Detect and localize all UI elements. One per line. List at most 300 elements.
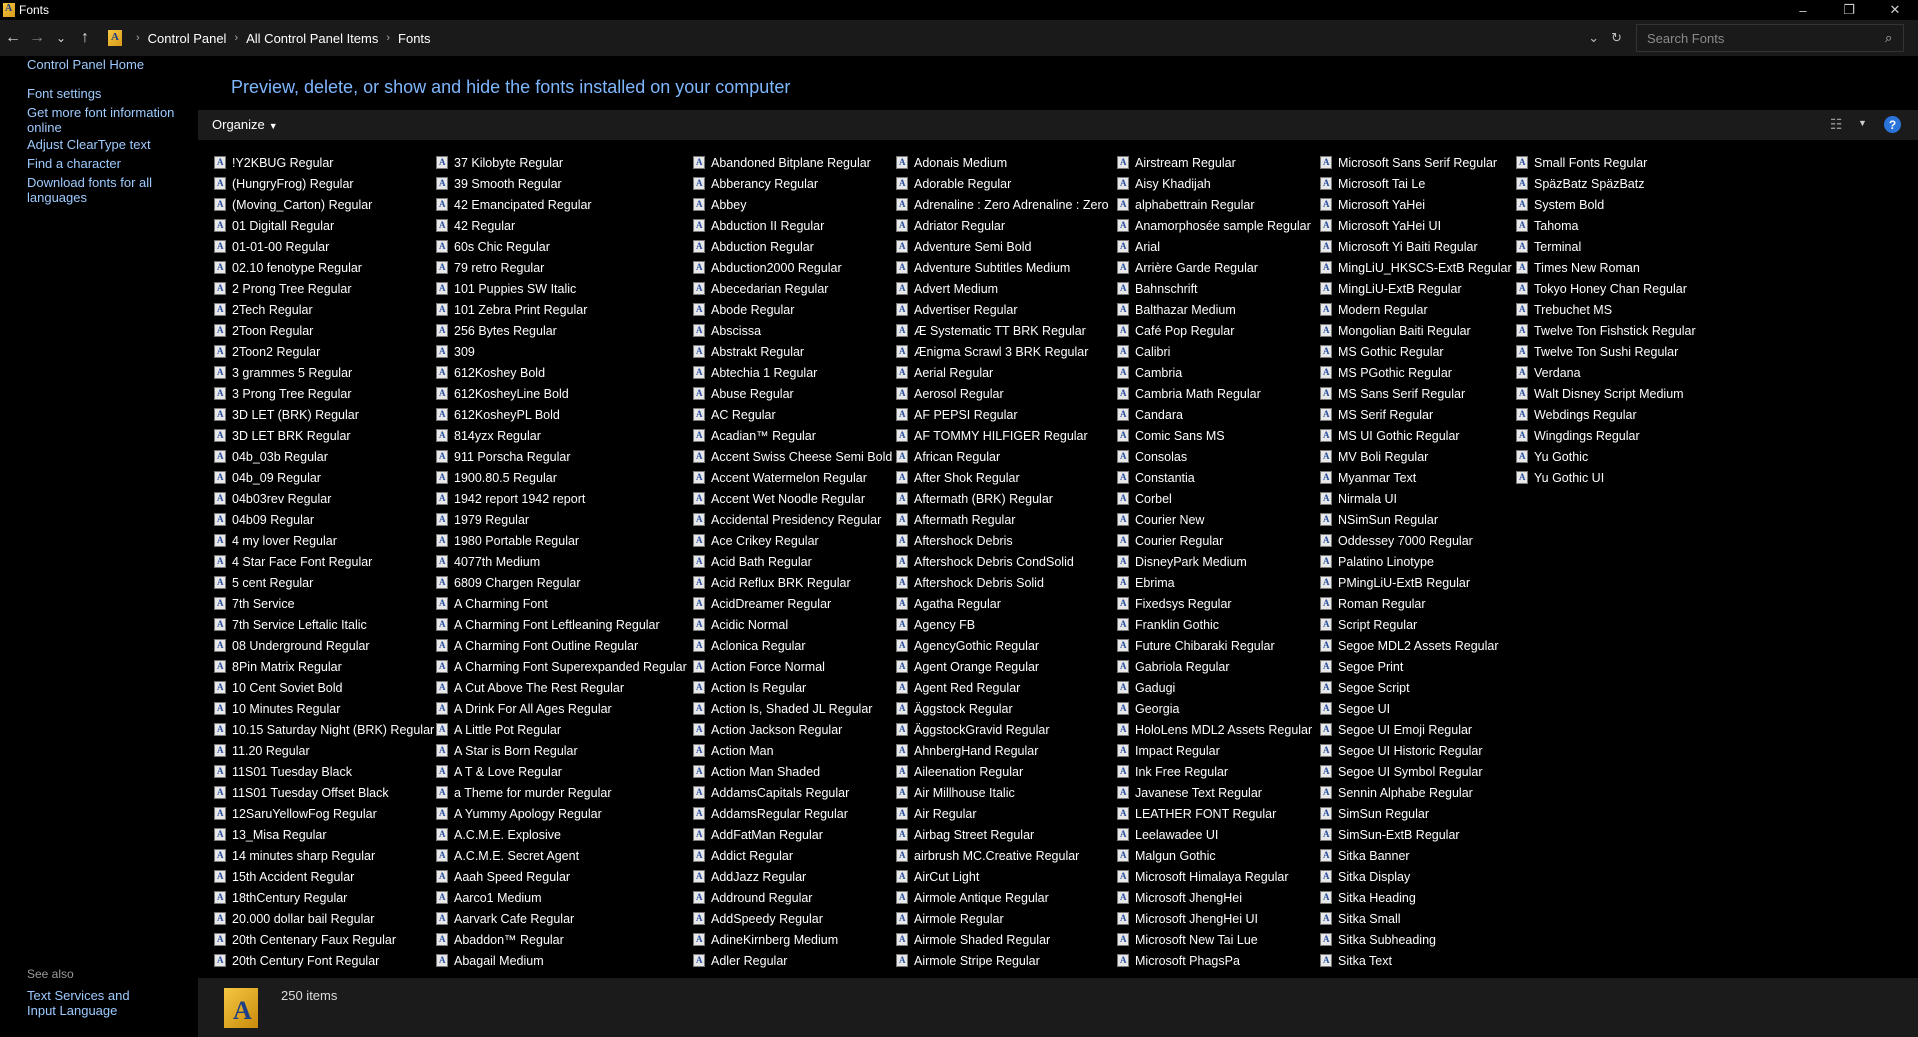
font-item[interactable] xyxy=(214,929,434,950)
font-item[interactable] xyxy=(1516,299,1696,320)
font-item[interactable] xyxy=(693,572,892,593)
font-item[interactable] xyxy=(436,656,687,677)
font-item[interactable] xyxy=(693,866,892,887)
search-input[interactable] xyxy=(1645,30,1879,47)
font-item[interactable] xyxy=(896,509,1109,530)
font-item[interactable] xyxy=(1117,509,1312,530)
font-item[interactable] xyxy=(693,383,892,404)
font-item[interactable] xyxy=(693,341,892,362)
search-icon[interactable]: ⌕ xyxy=(1885,30,1893,45)
font-item[interactable] xyxy=(693,929,892,950)
font-item[interactable] xyxy=(214,467,434,488)
up-arrow-icon[interactable]: ↑ xyxy=(81,29,89,46)
font-item[interactable] xyxy=(1320,950,1512,971)
font-file-icon xyxy=(896,513,908,526)
font-item[interactable] xyxy=(1516,173,1696,194)
font-item[interactable] xyxy=(693,803,892,824)
font-item[interactable] xyxy=(1320,887,1512,908)
font-item[interactable] xyxy=(1516,215,1696,236)
font-item[interactable] xyxy=(1117,446,1312,467)
font-item[interactable] xyxy=(896,929,1109,950)
font-item[interactable] xyxy=(214,509,434,530)
font-item[interactable] xyxy=(436,278,687,299)
font-item[interactable] xyxy=(1516,257,1696,278)
font-item[interactable] xyxy=(693,698,892,719)
font-item[interactable] xyxy=(896,803,1109,824)
font-item[interactable] xyxy=(693,677,892,698)
font-item[interactable] xyxy=(436,488,687,509)
font-item[interactable] xyxy=(214,593,434,614)
font-item[interactable] xyxy=(693,215,892,236)
font-item[interactable] xyxy=(1117,950,1312,971)
font-item[interactable] xyxy=(693,425,892,446)
font-item[interactable] xyxy=(1117,215,1312,236)
font-item[interactable] xyxy=(1516,278,1696,299)
font-item[interactable] xyxy=(1117,488,1312,509)
font-file-icon xyxy=(693,618,705,631)
font-item[interactable] xyxy=(1320,677,1512,698)
back-arrow-icon[interactable]: ← xyxy=(5,29,21,46)
font-item[interactable] xyxy=(214,908,434,929)
font-item[interactable] xyxy=(1117,908,1312,929)
font-item[interactable] xyxy=(896,152,1109,173)
font-item[interactable] xyxy=(436,383,687,404)
font-item[interactable] xyxy=(1516,383,1696,404)
font-item[interactable] xyxy=(214,635,434,656)
font-item[interactable] xyxy=(1320,446,1512,467)
font-item[interactable] xyxy=(693,404,892,425)
font-item[interactable] xyxy=(693,824,892,845)
font-item[interactable] xyxy=(1320,908,1512,929)
font-item[interactable] xyxy=(214,572,434,593)
font-item[interactable] xyxy=(896,362,1109,383)
font-item[interactable] xyxy=(1117,278,1312,299)
font-item[interactable] xyxy=(1320,782,1512,803)
font-item[interactable] xyxy=(1117,929,1312,950)
font-item[interactable] xyxy=(693,551,892,572)
font-item[interactable] xyxy=(214,320,434,341)
refresh-icon[interactable]: ↻ xyxy=(1611,30,1622,45)
font-item[interactable] xyxy=(693,467,892,488)
font-item[interactable] xyxy=(1320,719,1512,740)
font-item[interactable] xyxy=(693,740,892,761)
font-item[interactable] xyxy=(1320,509,1512,530)
font-item[interactable] xyxy=(1117,404,1312,425)
font-item[interactable] xyxy=(1117,299,1312,320)
font-item[interactable] xyxy=(436,467,687,488)
font-item[interactable] xyxy=(1516,320,1696,341)
font-item[interactable] xyxy=(1320,467,1512,488)
font-item[interactable] xyxy=(1117,383,1312,404)
font-item[interactable] xyxy=(436,425,687,446)
font-item[interactable] xyxy=(1320,194,1512,215)
font-item[interactable] xyxy=(1320,404,1512,425)
adjust-cleartype-link[interactable]: Adjust ClearType text xyxy=(27,137,151,152)
font-item-label: 4 Star Face Font Regular xyxy=(232,554,373,569)
font-item-label: Tahoma xyxy=(1534,218,1579,233)
font-item[interactable] xyxy=(214,698,434,719)
font-item[interactable] xyxy=(896,635,1109,656)
font-item[interactable] xyxy=(1516,236,1696,257)
font-item[interactable] xyxy=(1320,761,1512,782)
minimize-button[interactable]: – xyxy=(1799,2,1807,18)
font-item[interactable] xyxy=(693,194,892,215)
breadcrumb-fonts[interactable]: Fonts xyxy=(398,30,431,46)
font-item[interactable] xyxy=(214,236,434,257)
font-item[interactable] xyxy=(693,362,892,383)
font-file-icon xyxy=(1117,303,1129,316)
font-item[interactable] xyxy=(214,950,434,971)
font-item[interactable] xyxy=(436,740,687,761)
font-item[interactable] xyxy=(896,698,1109,719)
font-item[interactable] xyxy=(436,530,687,551)
font-item[interactable] xyxy=(896,257,1109,278)
close-button[interactable]: ✕ xyxy=(1889,2,1901,17)
font-item[interactable] xyxy=(436,341,687,362)
font-item[interactable] xyxy=(896,173,1109,194)
font-item[interactable] xyxy=(214,257,434,278)
font-item[interactable] xyxy=(1117,824,1312,845)
font-item[interactable] xyxy=(436,719,687,740)
font-item[interactable] xyxy=(896,593,1109,614)
font-item[interactable] xyxy=(1320,488,1512,509)
font-item[interactable] xyxy=(436,152,687,173)
font-item[interactable] xyxy=(1117,173,1312,194)
font-item[interactable] xyxy=(1117,740,1312,761)
view-options-icon[interactable]: ☷ xyxy=(1830,116,1843,132)
address-dropdown-icon[interactable]: ⌄ xyxy=(1588,30,1600,45)
font-item[interactable] xyxy=(436,824,687,845)
font-item[interactable] xyxy=(214,383,434,404)
font-item[interactable] xyxy=(1117,803,1312,824)
font-item[interactable] xyxy=(1117,614,1312,635)
font-item[interactable] xyxy=(1516,404,1696,425)
font-item[interactable] xyxy=(1117,257,1312,278)
font-item[interactable] xyxy=(693,236,892,257)
font-item[interactable] xyxy=(436,698,687,719)
font-item[interactable] xyxy=(693,530,892,551)
font-item-label: SimSun Regular xyxy=(1338,806,1430,821)
font-item[interactable] xyxy=(436,929,687,950)
font-item[interactable] xyxy=(896,278,1109,299)
font-item[interactable] xyxy=(896,236,1109,257)
text-services-link[interactable]: Text Services and Input Language xyxy=(27,988,130,1018)
font-item[interactable] xyxy=(1320,614,1512,635)
font-item[interactable] xyxy=(436,299,687,320)
organize-button[interactable] xyxy=(212,117,278,132)
font-item[interactable] xyxy=(693,908,892,929)
font-file-icon xyxy=(1320,345,1332,358)
breadcrumb-all-items[interactable]: All Control Panel Items xyxy=(246,30,379,46)
font-item[interactable] xyxy=(436,362,687,383)
font-item[interactable] xyxy=(896,551,1109,572)
font-item[interactable] xyxy=(1117,320,1312,341)
font-item[interactable] xyxy=(436,614,687,635)
font-item[interactable] xyxy=(1320,362,1512,383)
font-item[interactable] xyxy=(693,656,892,677)
font-item[interactable] xyxy=(214,824,434,845)
font-item[interactable] xyxy=(436,635,687,656)
font-item-label: A Star is Born Regular xyxy=(454,743,578,758)
font-item[interactable] xyxy=(1117,551,1312,572)
font-item[interactable] xyxy=(214,740,434,761)
font-item[interactable] xyxy=(1320,656,1512,677)
font-item[interactable] xyxy=(214,425,434,446)
font-item[interactable] xyxy=(214,614,434,635)
font-item[interactable] xyxy=(1320,152,1512,173)
font-item[interactable] xyxy=(896,341,1109,362)
font-item[interactable] xyxy=(693,593,892,614)
font-settings-link[interactable]: Font settings xyxy=(27,86,102,101)
help-icon[interactable]: ? xyxy=(1884,116,1901,133)
font-item[interactable] xyxy=(1320,530,1512,551)
font-item[interactable] xyxy=(1320,551,1512,572)
font-item[interactable] xyxy=(896,488,1109,509)
font-item[interactable] xyxy=(214,677,434,698)
font-file-icon xyxy=(436,471,448,484)
font-file-icon xyxy=(896,534,908,547)
font-item[interactable] xyxy=(693,152,892,173)
font-item[interactable] xyxy=(1117,152,1312,173)
font-item[interactable] xyxy=(1117,425,1312,446)
font-item[interactable] xyxy=(896,719,1109,740)
find-character-link[interactable]: Find a character xyxy=(27,156,121,171)
font-item[interactable] xyxy=(896,845,1109,866)
font-item[interactable] xyxy=(436,215,687,236)
font-item[interactable] xyxy=(214,782,434,803)
font-item[interactable] xyxy=(1320,740,1512,761)
font-item[interactable] xyxy=(436,572,687,593)
font-item[interactable] xyxy=(1117,593,1312,614)
font-item[interactable] xyxy=(214,446,434,467)
font-item[interactable] xyxy=(693,446,892,467)
font-item[interactable] xyxy=(693,719,892,740)
font-item[interactable] xyxy=(1320,803,1512,824)
font-item[interactable] xyxy=(1117,761,1312,782)
font-item[interactable] xyxy=(214,719,434,740)
font-item[interactable] xyxy=(1117,572,1312,593)
font-item[interactable] xyxy=(1516,194,1696,215)
font-item[interactable] xyxy=(214,803,434,824)
font-item[interactable] xyxy=(436,173,687,194)
font-item[interactable] xyxy=(693,761,892,782)
font-item[interactable] xyxy=(693,278,892,299)
font-item[interactable] xyxy=(436,551,687,572)
font-item[interactable] xyxy=(1117,866,1312,887)
font-file-icon xyxy=(1117,261,1129,274)
font-item[interactable] xyxy=(1117,236,1312,257)
font-item[interactable] xyxy=(693,887,892,908)
font-item[interactable] xyxy=(1117,845,1312,866)
view-dropdown-icon[interactable]: ▼ xyxy=(1858,118,1867,128)
font-item[interactable] xyxy=(214,341,434,362)
font-file-icon xyxy=(896,870,908,883)
font-item[interactable] xyxy=(1320,299,1512,320)
font-item[interactable] xyxy=(693,299,892,320)
font-item[interactable] xyxy=(693,488,892,509)
font-item[interactable] xyxy=(436,908,687,929)
font-item[interactable] xyxy=(436,782,687,803)
font-item[interactable] xyxy=(896,467,1109,488)
font-item[interactable] xyxy=(436,509,687,530)
font-item[interactable] xyxy=(896,215,1109,236)
font-item[interactable] xyxy=(1117,530,1312,551)
font-file-icon xyxy=(1320,555,1332,568)
font-item[interactable] xyxy=(1320,572,1512,593)
font-item[interactable] xyxy=(1516,362,1696,383)
address-field[interactable] xyxy=(104,24,1628,52)
chevron-right-icon[interactable]: › xyxy=(234,32,239,44)
font-item[interactable] xyxy=(1320,698,1512,719)
download-fonts-link[interactable]: Download fonts for all languages xyxy=(27,175,153,205)
font-item[interactable] xyxy=(436,761,687,782)
font-item[interactable] xyxy=(693,320,892,341)
font-item[interactable] xyxy=(214,656,434,677)
font-item[interactable] xyxy=(1117,194,1312,215)
font-item[interactable] xyxy=(1320,341,1512,362)
font-item[interactable] xyxy=(896,383,1109,404)
font-item[interactable] xyxy=(1516,467,1696,488)
chevron-right-icon[interactable]: › xyxy=(136,32,140,44)
font-file-icon xyxy=(214,450,226,463)
more-font-info-link[interactable]: Get more font information online xyxy=(27,105,175,135)
font-item[interactable] xyxy=(214,362,434,383)
font-item-label: Agency FB xyxy=(914,617,976,632)
font-item[interactable] xyxy=(693,509,892,530)
font-item[interactable] xyxy=(1516,425,1696,446)
font-item[interactable] xyxy=(896,761,1109,782)
font-item[interactable] xyxy=(214,278,434,299)
font-item[interactable] xyxy=(1117,887,1312,908)
font-item[interactable] xyxy=(896,614,1109,635)
font-item[interactable] xyxy=(1117,467,1312,488)
fonts-folder-icon xyxy=(3,3,15,17)
recent-locations-icon[interactable]: ⌄ xyxy=(55,31,67,45)
font-item[interactable] xyxy=(214,866,434,887)
font-item[interactable] xyxy=(1117,341,1312,362)
font-item[interactable] xyxy=(214,488,434,509)
font-item[interactable] xyxy=(896,656,1109,677)
font-item[interactable] xyxy=(214,404,434,425)
font-item[interactable] xyxy=(436,257,687,278)
font-item[interactable] xyxy=(896,908,1109,929)
font-item[interactable] xyxy=(896,782,1109,803)
font-item[interactable] xyxy=(1117,719,1312,740)
font-item[interactable] xyxy=(1320,173,1512,194)
font-item[interactable] xyxy=(214,215,434,236)
font-item[interactable] xyxy=(1320,635,1512,656)
font-item[interactable] xyxy=(896,530,1109,551)
font-item[interactable] xyxy=(693,950,892,971)
font-file-icon xyxy=(1117,723,1129,736)
control-panel-home-link[interactable]: Control Panel Home xyxy=(27,57,145,72)
font-item[interactable] xyxy=(1320,383,1512,404)
font-item[interactable] xyxy=(693,173,892,194)
font-item[interactable] xyxy=(1320,593,1512,614)
font-item[interactable] xyxy=(436,677,687,698)
font-item[interactable] xyxy=(1516,446,1696,467)
font-item[interactable] xyxy=(896,740,1109,761)
font-item[interactable] xyxy=(896,446,1109,467)
font-item[interactable] xyxy=(896,677,1109,698)
font-item[interactable] xyxy=(1117,698,1312,719)
font-item[interactable] xyxy=(436,950,687,971)
font-item[interactable] xyxy=(1320,320,1512,341)
font-item[interactable] xyxy=(1320,866,1512,887)
font-item[interactable] xyxy=(896,824,1109,845)
font-item[interactable] xyxy=(896,950,1109,971)
chevron-right-icon[interactable]: › xyxy=(386,32,391,44)
maximize-button[interactable]: ❐ xyxy=(1843,2,1855,17)
font-item[interactable] xyxy=(1320,278,1512,299)
font-item[interactable] xyxy=(214,299,434,320)
font-item[interactable] xyxy=(436,887,687,908)
font-item[interactable] xyxy=(436,320,687,341)
font-item[interactable] xyxy=(214,173,434,194)
font-item[interactable] xyxy=(436,194,687,215)
font-item[interactable] xyxy=(214,530,434,551)
font-item-label: 39 Smooth Regular xyxy=(454,176,562,191)
font-item[interactable] xyxy=(1320,257,1512,278)
font-item[interactable] xyxy=(896,887,1109,908)
font-item[interactable] xyxy=(1320,845,1512,866)
font-item[interactable] xyxy=(214,761,434,782)
font-item[interactable] xyxy=(1117,362,1312,383)
font-item[interactable] xyxy=(1117,635,1312,656)
font-item[interactable] xyxy=(1320,236,1512,257)
font-item[interactable] xyxy=(214,845,434,866)
font-item[interactable] xyxy=(1320,425,1512,446)
font-item[interactable] xyxy=(896,299,1109,320)
font-item[interactable] xyxy=(1320,824,1512,845)
font-item[interactable] xyxy=(693,635,892,656)
font-item[interactable] xyxy=(693,257,892,278)
forward-arrow-icon[interactable]: → xyxy=(29,29,45,46)
font-item[interactable] xyxy=(1117,656,1312,677)
breadcrumb-control-panel[interactable]: Control Panel xyxy=(147,30,227,46)
font-item[interactable] xyxy=(436,845,687,866)
font-item[interactable] xyxy=(896,320,1109,341)
font-item[interactable] xyxy=(896,404,1109,425)
font-item-label: 2Toon Regular xyxy=(232,323,314,338)
font-item[interactable] xyxy=(436,593,687,614)
font-item[interactable] xyxy=(1117,782,1312,803)
font-item[interactable] xyxy=(1516,341,1696,362)
font-item[interactable] xyxy=(436,404,687,425)
font-item[interactable] xyxy=(214,194,434,215)
font-item[interactable] xyxy=(436,236,687,257)
font-item[interactable] xyxy=(896,194,1109,215)
font-item[interactable] xyxy=(693,782,892,803)
search-box[interactable] xyxy=(1636,24,1904,52)
font-item[interactable] xyxy=(1516,152,1696,173)
font-item[interactable] xyxy=(436,803,687,824)
font-item[interactable] xyxy=(693,614,892,635)
font-item[interactable] xyxy=(436,446,687,467)
font-item-label: Modern Regular xyxy=(1338,302,1428,317)
font-item[interactable] xyxy=(214,152,434,173)
font-item[interactable] xyxy=(1117,677,1312,698)
font-item[interactable] xyxy=(896,425,1109,446)
font-item[interactable] xyxy=(214,551,434,572)
font-item[interactable] xyxy=(1320,929,1512,950)
font-item[interactable] xyxy=(896,866,1109,887)
font-item[interactable] xyxy=(214,887,434,908)
font-item[interactable] xyxy=(896,572,1109,593)
font-item[interactable] xyxy=(1320,215,1512,236)
font-item[interactable] xyxy=(693,845,892,866)
font-item[interactable] xyxy=(436,866,687,887)
